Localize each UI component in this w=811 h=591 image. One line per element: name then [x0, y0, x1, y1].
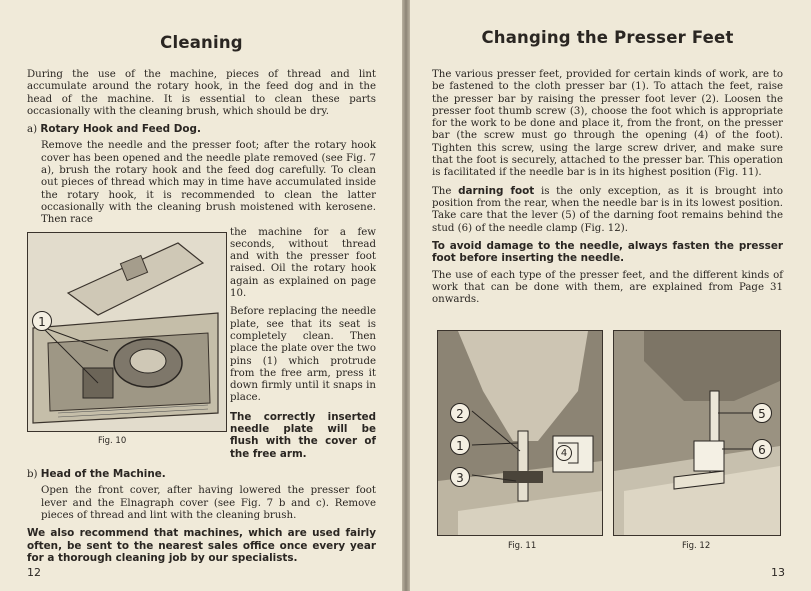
callout-2: 2	[450, 403, 470, 423]
usage-paragraph: The use of each type of the presser feet, and the different kinds of work that can be done with them, are explained from Page 31 onwards.	[432, 269, 783, 306]
figure-10-illustration	[27, 232, 227, 432]
section-a-heading: a) Rotary Hook and Feed Dog.	[27, 123, 201, 136]
needle-warning: To avoid damage to the needle, always fasten the presser foot before inserting the needle.	[432, 239, 783, 265]
needle-plate-text: Before replacing the needle plate, see that its seat is completely clean. Then place the plate over the two pins (1) which protrude from the free arm, press it down firmly until it snaps in place.	[230, 306, 376, 404]
darning-foot-paragraph: The darning foot is the only exception, as it is brought into position from the rear, when the needle bar is in its lowest position. Take care that the lever (5) of the darning foot remains behind the stud (6) of the needle clamp (Fig. 12).	[432, 184, 784, 234]
right-page	[410, 0, 811, 591]
figure-11-illustration	[437, 330, 603, 536]
fig-11-caption: Fig. 11	[508, 541, 537, 551]
callout-4: 4	[556, 445, 572, 461]
intro-paragraph: During the use of the machine, pieces of thread and lint accumulate around the rotary hook, in the feed dog and in the head of the machine. It is essential to clean these parts occasionally with the cleaning brush, which should be dry.	[27, 69, 376, 117]
recommendation-note: We also recommend that machines, which are used fairly often, be sent to the nearest sales office once every year for a thorough cleaning job by our specialists.	[27, 527, 376, 565]
callout-3: 3	[450, 467, 470, 487]
book-gutter	[402, 0, 410, 591]
presser-feet-paragraph: The various presser feet, provided for certain kinds of work, are to be fastened to the cloth presser bar (1). To attach the feet, raise the presser bar by raising the presser foot lever (2). Loosen the presser foot thumb screw (3), choose the foot which is appropriate for the work to be done and place it, from the front, on the presser bar (the screw must go through the opening (4) of the foot). Tighten this screw, using the large screw driver, and make sure that the foot is securely, attached to the presser bar. This operation is facilitated if the needle bar is in its highest position (Fig. 11).	[432, 69, 783, 179]
left-page-title: Cleaning	[160, 33, 243, 52]
right-page-title: Changing the Presser Feet	[481, 28, 734, 47]
page-number-left: 12	[27, 566, 41, 579]
section-a-side-column	[230, 227, 376, 460]
callout-1-fig11: 1	[450, 435, 470, 455]
fig-10-caption: Fig. 10	[98, 436, 127, 446]
section-b-heading: b) Head of the Machine.	[27, 467, 166, 480]
section-a-text-continued: the machine for a few seconds, without thread and with the presser foot raised. Oil the rotary hook again as explained on page 10.	[230, 226, 376, 300]
presser-bar-drawing	[438, 331, 602, 535]
section-a-text: Remove the needle and the presser foot; after the rotary hook cover has been opened and the needle plate removed (see Fig. 7 a), brush the rotary hook and the feed dog carefully. To clean out pieces of thread which may in time have accumulated inside the rotary hook, it is recommended to clean the latter occasionally with the cleaning brush moistened with kerosene. Then race	[41, 140, 376, 226]
darning-foot-drawing	[614, 331, 780, 535]
section-b-text: Open the front cover, after having lowered the presser foot lever and the Elnagraph cover (see Fig. 7 b and c). Remove pieces of thread and lint with the cleaning brush.	[41, 485, 376, 521]
callout-5: 5	[752, 403, 772, 423]
fig-12-caption: Fig. 12	[682, 541, 711, 551]
figure-12-illustration	[613, 330, 781, 536]
left-page	[0, 0, 402, 591]
rotary-hook-drawing	[28, 233, 226, 431]
callout-6: 6	[752, 439, 772, 459]
page-number-right: 13	[771, 566, 785, 579]
flush-note: The correctly inserted needle plate will be flush with the cover of the free arm.	[230, 410, 376, 460]
callout-1: 1	[32, 311, 52, 331]
